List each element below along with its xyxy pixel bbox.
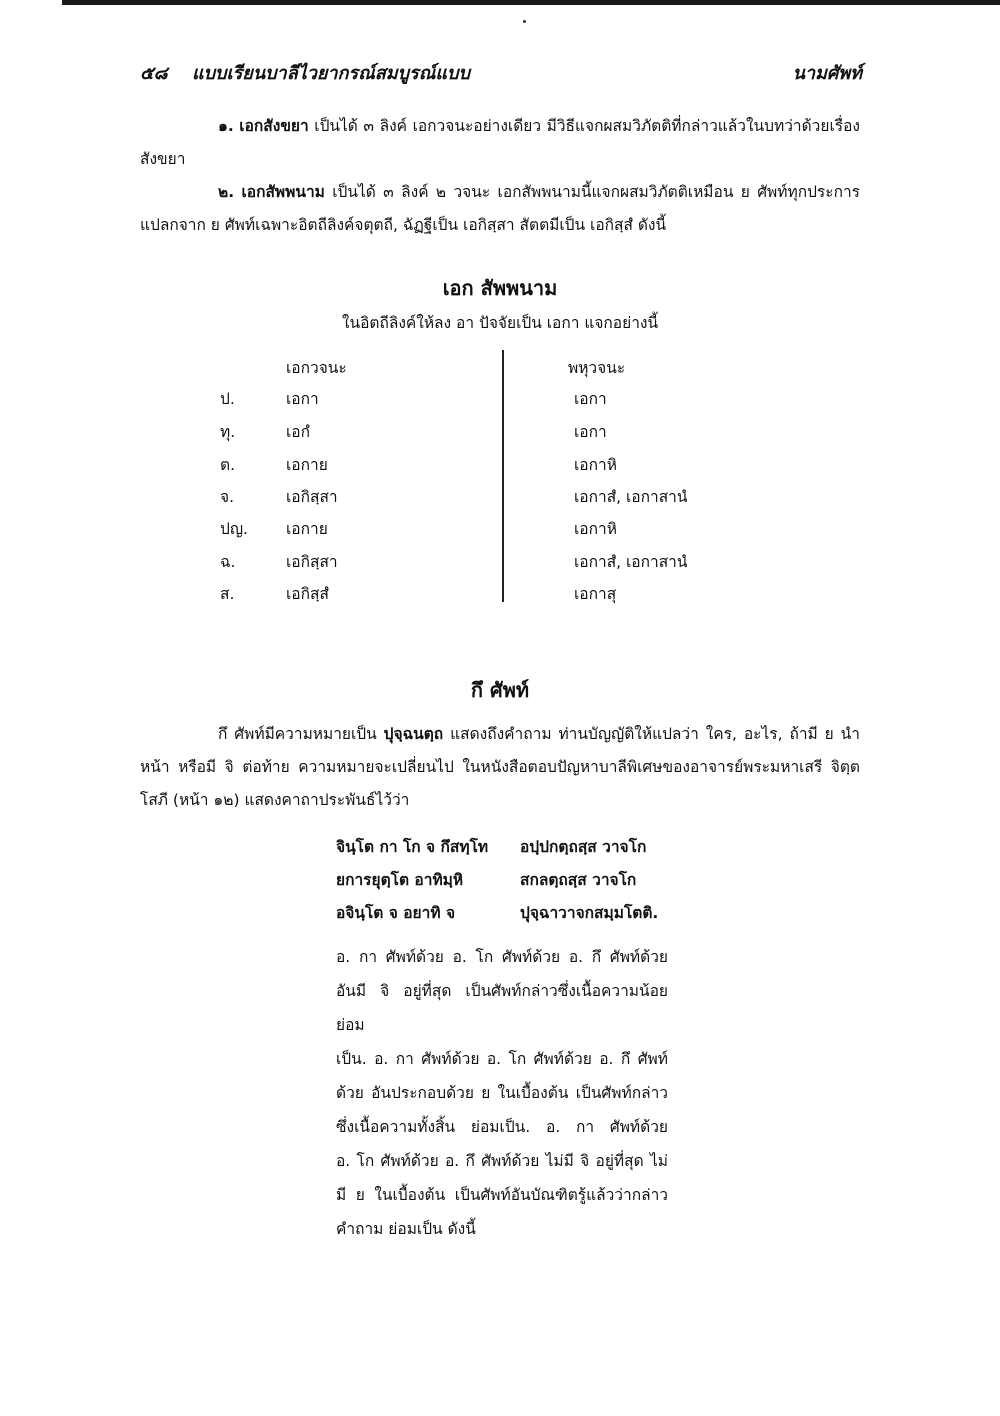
- translation-line: คำถาม ย่อมเป็น ดังนี้: [336, 1220, 476, 1238]
- singular-form: เอกาย: [286, 456, 328, 474]
- ki-paragraph: [140, 718, 860, 817]
- verse-first-half: อจินฺโต จ อยาทิ จ: [336, 904, 456, 922]
- case-label: ฉ.: [220, 553, 236, 571]
- declension-subtitle: ในอิตถีลิงค์ให้ลง อา ปัจจัยเป็น เอกา แจกอย่างนี้: [341, 314, 659, 332]
- section-title: นามศัพท์: [792, 63, 862, 84]
- paragraph-text: แสดงถึงคำถาม ท่านบัญญัติให้แปลว่า ใคร, อะไร, ถ้ามี ย นำหน้า หรือมี จิ ต่อท้าย ความหมายจะเปลี่ยนไป ในหนังสือตอบปัญหาบาลีพิเศษของอาจารย์พระมหาเสรี จิตฺตโสภี (หน้า ๑๒) แสดงคาถาประพันธ์ไว้ว่า: [140, 725, 860, 809]
- translation-line: อ. กา ศัพท์ด้วย อ. โก ศัพท์ด้วย อ. กึ ศัพท์ด้วย: [336, 948, 668, 966]
- column-divider: [502, 350, 504, 602]
- scan-speck: [523, 20, 526, 23]
- translation-line: อ. โก ศัพท์ด้วย อ. กึ ศัพท์ด้วย ไม่มี จิ อยู่ที่สุด ไม่: [336, 1152, 668, 1170]
- plural-form: เอกา: [574, 390, 607, 408]
- singular-form: เอกิสฺสา: [286, 488, 338, 506]
- verse-first-half: ยการยุตฺโต อาทิมฺหิ: [336, 871, 464, 889]
- plural-form: เอกาหิ: [574, 456, 617, 474]
- page-number: ๕๘: [140, 63, 168, 84]
- scan-border: [62, 0, 1000, 5]
- singular-form: เอกาย: [286, 520, 328, 538]
- case-label: ปญ.: [220, 520, 248, 538]
- declension-title: เอก สัพพนาม: [442, 276, 558, 300]
- translation-line: ด้วย อันประกอบด้วย ย ในเบื้องต้น เป็นศัพท์กล่าว: [336, 1084, 668, 1102]
- paragraph-text: กึ ศัพท์มีความหมายเป็น: [218, 725, 377, 743]
- item-text: เป็นได้ ๓ ลิงค์ เอกวจนะอย่างเดียว มีวิธีแจกผสมวิภัตติที่กล่าวแล้วในบทว่าด้วยเรื่องสังขยา: [140, 117, 860, 168]
- case-label: ป.: [220, 390, 235, 408]
- item-number: ๒.: [218, 183, 235, 201]
- translation-line: ซึ่งเนื้อความทั้งสิ้น ย่อมเป็น. อ. กา ศัพท์ด้วย: [336, 1118, 668, 1136]
- verse-first-half: จินฺโต กา โก จ กึสทฺโท: [336, 838, 489, 856]
- item-number: ๑.: [218, 117, 234, 135]
- case-label: ทุ.: [220, 423, 236, 441]
- plural-form: เอกา: [574, 423, 607, 441]
- column-header-plural: พหุวจนะ: [568, 359, 626, 377]
- running-header: [140, 58, 862, 88]
- intro-item-2: [140, 176, 860, 242]
- singular-form: เอกา: [286, 390, 319, 408]
- item-term: เอกสังขยา: [239, 117, 309, 135]
- case-label: จ.: [220, 488, 235, 506]
- singular-form: เอกิสฺสา: [286, 553, 338, 571]
- case-label: ต.: [220, 456, 235, 474]
- intro-item-1: [140, 110, 860, 176]
- column-header-singular: เอกวจนะ: [286, 359, 347, 377]
- book-title: แบบเรียนบาลีไวยากรณ์สมบูรณ์แบบ: [192, 63, 470, 84]
- ki-section-title: กึ ศัพท์: [470, 678, 530, 702]
- verse-translation: [336, 940, 668, 1246]
- case-label: ส.: [220, 585, 235, 603]
- plural-form: เอกาสํ, เอกาสานํ: [574, 488, 688, 506]
- verse-second-half: สกลตฺถสฺส วาจโก: [520, 871, 637, 889]
- singular-form: เอกิสฺสํ: [286, 585, 329, 603]
- item-term: เอกสัพพนาม: [241, 183, 325, 201]
- verse-second-half: ปุจฺฉาวาจกสมฺมโตติ.: [520, 904, 659, 922]
- plural-form: เอกาหิ: [574, 520, 617, 538]
- translation-line: อันมี จิ อยู่ที่สุด เป็นศัพท์กล่าวซึ่งเนื้อความน้อย ย่อม: [336, 982, 668, 1034]
- plural-form: เอกาสุ: [574, 585, 617, 603]
- term-puchchanattha: ปุจฺฉนตฺถ: [383, 725, 444, 743]
- item-text: เป็นได้ ๓ ลิงค์ ๒ วจนะ เอกสัพพนามนี้แจกผสมวิภัตติเหมือน ย ศัพท์ทุกประการ แปลกจาก ย ศัพท์เฉพาะอิตถีลิงค์จตุตถี, ฉัฏฐีเป็น เอกิสฺสา สัตตมีเป็น เอกิสฺสํ ดังนี้: [140, 183, 860, 234]
- singular-form: เอกํ: [286, 423, 310, 441]
- plural-form: เอกาสํ, เอกาสานํ: [574, 553, 688, 571]
- verse-second-half: อปฺปกตฺถสฺส วาจโก: [520, 838, 647, 856]
- translation-line: เป็น. อ. กา ศัพท์ด้วย อ. โก ศัพท์ด้วย อ. กึ ศัพท์: [336, 1050, 668, 1068]
- translation-line: มี ย ในเบื้องต้น เป็นศัพท์อันบัณฑิตรู้แล้วว่ากล่าว: [336, 1186, 668, 1204]
